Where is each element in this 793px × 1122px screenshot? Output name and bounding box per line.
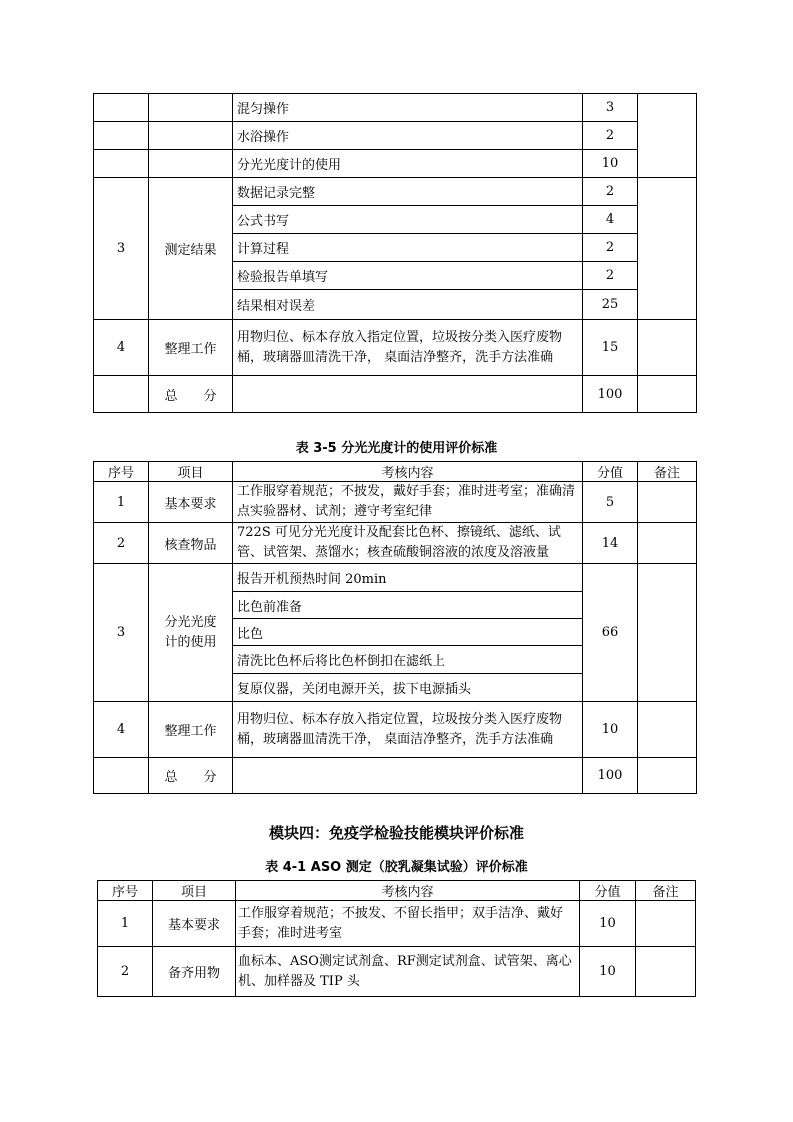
item-cell: 核查物品 [149,523,233,564]
content-cell: 报告开机预热时间 20min [233,564,583,592]
content-cell: 复原仪器，关闭电源开关，拔下电源插头 [233,674,583,702]
no-cell: 2 [94,523,149,564]
remark-cell [638,178,697,320]
score-cell: 2 [583,122,638,150]
remark-cell [636,901,696,947]
score-cell: 66 [583,564,638,702]
total-label: 总 分 [149,376,233,413]
item-cell: 基本要求 [149,482,233,523]
content-cell: 722S 可见分光光度计及配套比色杯、擦镜纸、滤纸、试管、试管架、蒸馏水；核查硫酸铜溶液的浓度及溶液量 [233,523,583,564]
table-header-row [98,881,696,901]
remark-cell [638,320,697,376]
table-row [94,150,697,178]
content-cell: 计算过程 [233,234,583,262]
item-cell: 基本要求 [153,901,236,947]
no-cell: 1 [94,482,149,523]
table-row [94,178,697,206]
score-cell: 2 [583,178,638,206]
header-no: 序号 [94,462,149,482]
score-cell: 15 [583,320,638,376]
remark-cell [638,94,697,178]
score-cell: 2 [583,262,638,290]
total-label: 总 分 [149,758,233,794]
content-cell: 检验报告单填写 [233,262,583,290]
item-cell: 备齐用物 [153,947,236,997]
no-cell: 4 [94,320,149,376]
header-content: 考核内容 [233,462,583,482]
score-cell: 3 [583,94,638,122]
table-row [94,523,697,564]
table-row [94,758,697,794]
table-row [94,482,697,523]
no-cell: 4 [94,702,149,758]
score-cell: 14 [583,523,638,564]
table-caption: 表 3-5 分光光度计的使用评价标准 [295,441,498,456]
table-3-5 [93,461,697,794]
header-remark: 备注 [636,881,696,901]
table-row [94,94,697,122]
header-content: 考核内容 [236,881,580,901]
content-cell: 用物归位、标本存放入指定位置，垃圾按分类入医疗废物桶，玻璃器皿清洗干净， 桌面洁净整齐，洗手方法准确 [233,320,583,376]
table-row [94,122,697,150]
content-cell: 比色前准备 [233,592,583,619]
content-cell: 用物归位、标本存放入指定位置，垃圾按分类入医疗废物桶，玻璃器皿清洗干净， 桌面洁净整齐，洗手方法准确 [233,702,583,758]
table-row [94,320,697,376]
content-cell: 血标本、ASO测定试剂盒、RF测定试剂盒、试管架、离心机、加样器及 TIP 头 [236,947,580,997]
content-cell: 水浴操作 [233,122,583,150]
header-item: 项目 [153,881,236,901]
score-cell: 10 [583,702,638,758]
table-row [98,901,696,947]
total-score: 100 [583,376,638,413]
module-title: 模块四：免疫学检验技能模块评价标准 [268,824,524,842]
header-item: 项目 [149,462,233,482]
table-header-row [94,462,697,482]
no-cell: 2 [98,947,153,997]
content-cell: 清洗比色杯后将比色杯倒扣在滤纸上 [233,646,583,674]
content-cell: 工作服穿着规范；不披发、不留长指甲；双手洁净、戴好手套；准时进考室 [236,901,580,947]
content-cell: 结果相对误差 [233,290,583,320]
header-remark: 备注 [638,462,697,482]
content-cell: 公式书写 [233,206,583,234]
score-cell: 4 [583,206,638,234]
table-row [94,702,697,758]
score-cell: 10 [580,901,636,947]
remark-cell [638,702,697,758]
score-cell: 10 [580,947,636,997]
no-cell: 1 [98,901,153,947]
remark-cell [638,564,697,702]
content-cell: 混匀操作 [233,94,583,122]
item-cell: 测定结果 [149,178,233,320]
remark-cell [638,523,697,564]
score-cell: 25 [583,290,638,320]
content-cell: 比色 [233,619,583,646]
score-cell: 5 [583,482,638,523]
score-cell: 2 [583,234,638,262]
item-cell: 整理工作 [149,702,233,758]
total-score: 100 [583,758,638,794]
top-table [93,93,697,413]
content-cell: 工作服穿着规范；不披发，戴好手套；准时进考室；准确清点实验器材、试剂；遵守考室纪律 [233,482,583,523]
remark-cell [636,947,696,997]
no-cell: 3 [94,564,149,702]
table-row [98,947,696,997]
no-cell: 3 [94,178,149,320]
header-score: 分值 [583,462,638,482]
item-cell: 整理工作 [149,320,233,376]
header-score: 分值 [580,881,636,901]
header-no: 序号 [98,881,153,901]
content-cell: 数据记录完整 [233,178,583,206]
content-cell: 分光光度计的使用 [233,150,583,178]
table-row [94,376,697,413]
table-caption: 表 4-1 ASO 测定（胶乳凝集试验）评价标准 [265,860,528,875]
table-4-1 [97,880,696,997]
item-cell: 分光光度计的使用 [149,564,233,702]
score-cell: 10 [583,150,638,178]
remark-cell [638,482,697,523]
table-row [94,564,697,592]
